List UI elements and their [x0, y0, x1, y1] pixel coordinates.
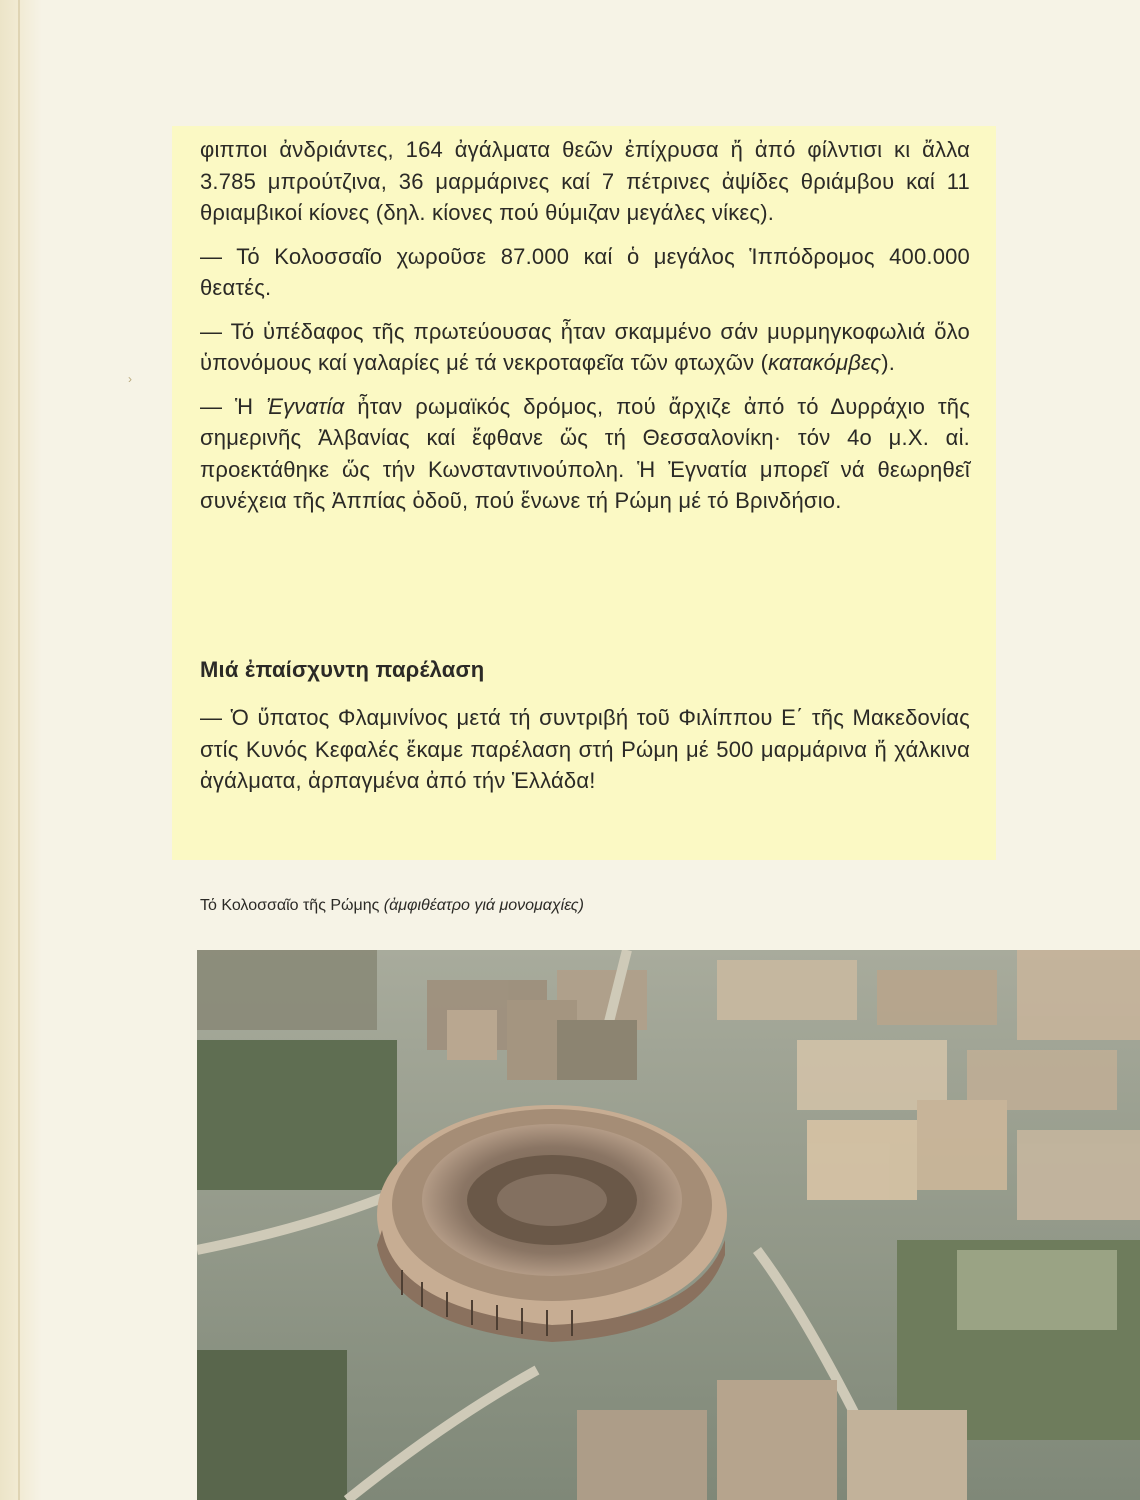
egnatia-text: ἦταν ρωμαϊκός δρόμος, πού ἄρχιζε ἀπό τό Δυρράχιο τῆς σημερινῆς Ἀλβανίας καί ἔφθανε ὥς τή Θεσσαλονίκη· τόν 4ο μ.Χ. αἰ. προεκτάθηκε ὥς τήν Κωνσταντινούπολη. Ἡ Ἐγνατία μπορεῖ νά θεωρηθεῖ συνέχεια τῆς Ἀππίας ὁδοῦ, πού ἕνωνε τή Ρώμη μέ τό Βρινδήσιο. [200, 393, 970, 513]
paragraph-colosseum-capacity: — Τό Κολοσσαῖο χωροῦσε 87.000 καί ὁ μεγάλος Ἱππόδρομος 400.000 θεατές. [200, 243, 970, 300]
colosseum-aerial-photo [197, 950, 1140, 1500]
facts-text-block [200, 134, 970, 529]
paragraph-catacombs [200, 316, 970, 379]
caption-italic: (ἀμφιθέατρο γιά μονομαχίες) [383, 897, 584, 914]
paragraph-statues: φιπποι ἀνδριάντες, 164 ἀγάλματα θεῶν ἐπίχρυσα ἤ ἀπό φίλντισι κι ἄλλα 3.785 μπρούτζινα, 36 μαρμάρινες καί 7 πέτρινες ἀψίδες θριάμβου καί 11 θριαμβικοί κίονες (δηλ. κίονες πού θύμιζαν μεγάλες νίκες). [200, 137, 970, 225]
caption-text: Τό Κολοσσαῖο τῆς Ρώμης [200, 897, 384, 914]
paragraph-parade: — Ὁ ὕπατος Φλαμινίνος μετά τή συντριβή τοῦ Φιλίππου Ε΄ τῆς Μακεδονίας στίς Κυνός Κεφαλές ἔκαμε παρέλαση στή Ρώμη μέ 500 μαρμάρινα ἤ χάλκινα ἀγάλματα, ἁρπαγμένα ἀπό τήν Ἑλλάδα! [200, 705, 970, 793]
colosseum [377, 1105, 727, 1342]
paragraph-egnatia [200, 391, 970, 517]
egnatia-term: Ἐγνατία [266, 393, 345, 419]
catacombs-term: κατακόμβες [768, 350, 882, 375]
catacombs-text: — Τό ὑπέδαφος τῆς πρωτεύουσας ἦταν σκαμμένο σάν μυρμηγκοφωλιά ὅλο ὑπονόμους καί γαλαρίες μέ τά νεκροταφεῖα τῶν φτωχῶν ( [200, 318, 970, 375]
section-heading: Μιά ἐπαίσχυντη παρέλαση [200, 657, 485, 682]
photo-caption [200, 897, 900, 915]
colosseum-photo-illustration [197, 950, 1140, 1500]
page-binding-edge [0, 0, 42, 1500]
catacombs-close: ). [881, 350, 896, 375]
egnatia-lead: — Ἡ [200, 393, 267, 419]
margin-mark: › [128, 372, 132, 386]
